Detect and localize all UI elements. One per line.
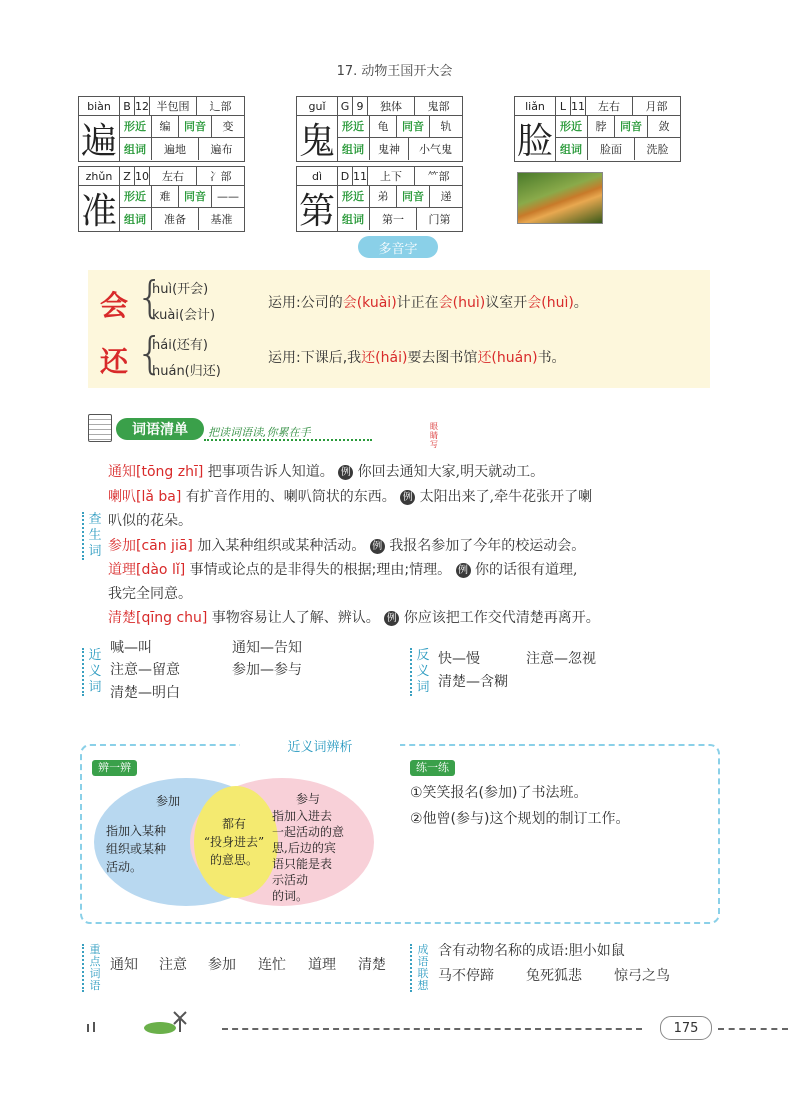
- footer-scene-icon: [84, 1008, 194, 1036]
- label-tongyin: 同音: [615, 115, 648, 137]
- antonym-pair: 清楚—含糊: [438, 674, 508, 690]
- card-word-2: 基准: [210, 213, 233, 226]
- card-char: 第: [297, 185, 338, 231]
- card-word-2: 遍布: [210, 143, 233, 156]
- side-label-key-words: 重点词语: [82, 944, 103, 992]
- tiger-photo: [517, 172, 603, 224]
- tag-compare: 辨一辨: [92, 760, 137, 776]
- label-tongyin: 同音: [397, 115, 430, 137]
- example-icon: 例: [370, 539, 385, 554]
- card-pinyin: biàn: [79, 97, 120, 115]
- card-homo: ——: [217, 189, 239, 203]
- char-card-zhun: [78, 166, 245, 232]
- label-zuci: 组词: [119, 208, 152, 230]
- poly-read-1: huì(开会): [152, 282, 209, 297]
- card-word-2: 门第: [428, 213, 451, 226]
- card-structure: 上下: [368, 167, 415, 185]
- antonym-pair: 快—慢: [438, 651, 480, 667]
- label-zuci: 组词: [119, 138, 152, 160]
- label-xingjin: 形近: [337, 115, 370, 137]
- label-xingjin: 形近: [337, 185, 370, 207]
- vocab-entry: 参加[cān jiā] 加入某种组织或某种活动。 例 我报名参加了今年的校运动会。: [108, 538, 586, 554]
- char-card-gui: [296, 96, 463, 162]
- polyphone-tag: 多音字: [358, 236, 438, 258]
- card-word-1: 准备: [152, 208, 199, 230]
- card-word-1: 第一: [370, 208, 417, 230]
- card-letter: G: [338, 97, 353, 115]
- synonym-pair: 喊—叫: [110, 640, 152, 656]
- poly-read-1: hái(还有): [152, 338, 208, 353]
- label-xingjin: 形近: [119, 185, 152, 207]
- char-card-bian: [78, 96, 245, 162]
- vocab-entry: 喇叭[lǎ ba] 有扩音作用的、喇叭筒状的东西。 例 太阳出来了,牵牛花张开了喇: [108, 489, 593, 505]
- card-structure: 左右: [586, 97, 633, 115]
- char-card-lian: [514, 96, 681, 162]
- synonym-pair: 参加—参与: [232, 662, 302, 678]
- card-radical: 月部: [645, 100, 668, 113]
- vocab-entry-cont: 叭似的花朵。: [108, 513, 192, 529]
- label-tongyin: 同音: [179, 185, 212, 207]
- vocab-entry: 通知[tōng zhī] 把事项告诉人知道。 例 你回去通知大家,明天就动工。: [108, 464, 545, 480]
- antonym-pair: 注意—忽视: [526, 651, 596, 667]
- card-structure: 半包围: [150, 97, 197, 115]
- card-near: 编: [152, 115, 179, 137]
- card-letter: L: [556, 97, 571, 115]
- brace-icon: {: [136, 272, 164, 323]
- card-char: 鬼: [297, 115, 338, 161]
- card-letter: D: [338, 167, 353, 185]
- card-word-1: 脸面: [588, 138, 635, 160]
- card-char: 准: [79, 185, 120, 231]
- card-word-2: 小气鬼: [419, 143, 452, 156]
- card-pinyin: liǎn: [515, 97, 556, 115]
- key-word: 参加: [208, 957, 236, 973]
- card-strokes: 9: [353, 97, 368, 115]
- idiom: 惊弓之鸟: [614, 968, 670, 984]
- venn-left-text: 指加入某种 组织或某种 活动。: [106, 824, 167, 874]
- card-char: 遍: [79, 115, 120, 161]
- card-homo: 递: [440, 190, 452, 203]
- label-xingjin: 形近: [119, 115, 152, 137]
- lesson-title: 17. 动物王国开大会: [336, 64, 453, 79]
- key-word: 通知: [110, 957, 138, 973]
- poly-char: 还: [100, 345, 129, 378]
- analysis-title: 近义词辨析: [240, 736, 400, 755]
- vocab-entry: 道理[dào lǐ] 事情或论点的是非得失的根据;理由;情理。 例 你的话很有道理,: [108, 562, 578, 578]
- side-label-antonyms: 反义词: [410, 648, 431, 696]
- venn-mid-text: 都有 “投身进去” 的意思。: [203, 817, 265, 867]
- label-zuci: 组词: [337, 138, 370, 160]
- vocab-tag: 词语清单: [116, 418, 204, 440]
- card-structure: 左右: [150, 167, 197, 185]
- poly-char: 会: [100, 289, 129, 322]
- example-icon: 例: [456, 563, 471, 578]
- page-number: 175: [660, 1016, 712, 1040]
- side-label-synonyms: 近义词: [82, 648, 103, 696]
- card-strokes: 11: [571, 97, 586, 115]
- label-xingjin: 形近: [555, 115, 588, 137]
- vocab-hint: 把读词语读,你累在手: [208, 426, 311, 439]
- card-pinyin: dì: [297, 167, 338, 185]
- label-tongyin: 同音: [179, 115, 212, 137]
- tag-practice: 练一练: [410, 760, 455, 776]
- example-icon: 例: [400, 490, 415, 505]
- card-word-2: 洗脸: [646, 143, 669, 156]
- card-strokes: 12: [135, 97, 150, 115]
- label-zuci: 组词: [337, 208, 370, 230]
- card-homo: 轨: [440, 120, 452, 133]
- card-homo: 变: [222, 120, 234, 133]
- poly-read-2: kuài(会计): [152, 308, 216, 323]
- char-card-di: [296, 166, 463, 232]
- card-radical: 鬼部: [427, 100, 450, 113]
- card-near: 弟: [370, 185, 397, 207]
- card-radical: 辶部: [209, 100, 232, 113]
- card-near: 龟: [370, 115, 397, 137]
- card-pinyin: guǐ: [297, 97, 338, 115]
- footer-dash-line: [718, 1028, 788, 1030]
- card-near: 脖: [588, 115, 615, 137]
- card-strokes: 10: [135, 167, 150, 185]
- card-char: 脸: [515, 115, 556, 161]
- card-letter: B: [120, 97, 135, 115]
- poly-usage: 运用:下课后,我还(hái)要去图书馆还(huán)书。: [268, 350, 566, 366]
- vocab-entry: 清楚[qīng chu] 事物容易让人了解、辨认。 例 你应该把工作交代清楚再离开。: [108, 610, 600, 626]
- brace-icon: {: [136, 328, 164, 379]
- side-label-idioms: 成语联想: [410, 944, 431, 992]
- card-homo: 敛: [658, 120, 670, 133]
- practice-item: ①笑笑报名(参加)了书法班。: [410, 785, 588, 801]
- notebook-icon: [88, 414, 112, 442]
- poly-read-2: huán(归还): [152, 364, 221, 379]
- footer-dash-line: [222, 1028, 642, 1030]
- poly-usage: 运用:公司的会(kuài)计正在会(huì)议室开会(huì)。: [268, 295, 588, 311]
- card-radical: ⺮部: [427, 170, 450, 183]
- key-word: 道理: [308, 957, 336, 973]
- card-word-1: 遍地: [152, 138, 199, 160]
- key-word: 清楚: [358, 957, 386, 973]
- vocab-entry-cont: 我完全同意。: [108, 586, 192, 602]
- label-tongyin: 同音: [397, 185, 430, 207]
- polyphone-box: [88, 270, 710, 388]
- card-strokes: 11: [353, 167, 368, 185]
- synonym-pair: 通知—告知: [232, 640, 302, 656]
- card-near: 难: [152, 185, 179, 207]
- example-icon: 例: [338, 465, 353, 480]
- synonym-pair: 注意—留意: [110, 662, 180, 678]
- vocab-side-note: 眼睛写: [430, 422, 438, 449]
- venn-right-text: 指加入进去 一起活动的意 思,后边的宾 语只能是表 示活动 的词。: [272, 809, 345, 903]
- key-word: 注意: [159, 957, 187, 973]
- example-icon: 例: [384, 611, 399, 626]
- card-radical: 冫部: [209, 170, 232, 183]
- idioms-line-1: 含有动物名称的成语:胆小如鼠: [438, 943, 625, 959]
- card-letter: Z: [120, 167, 135, 185]
- venn-right-title: 参与: [296, 792, 321, 806]
- practice-item: ②他曾(参与)这个规划的制订工作。: [410, 811, 630, 827]
- card-pinyin: zhǔn: [79, 167, 120, 185]
- dotted-underline: [204, 439, 372, 441]
- key-word: 连忙: [258, 957, 286, 973]
- label-zuci: 组词: [555, 138, 588, 160]
- idiom: 马不停蹄: [438, 968, 494, 984]
- venn-left-title: 参加: [156, 794, 181, 808]
- synonym-pair: 清楚—明白: [110, 685, 180, 701]
- card-structure: 独体: [368, 97, 415, 115]
- side-label-new-words: 查生词: [82, 512, 103, 560]
- card-word-1: 鬼神: [370, 138, 409, 160]
- idiom: 兔死狐悲: [526, 968, 582, 984]
